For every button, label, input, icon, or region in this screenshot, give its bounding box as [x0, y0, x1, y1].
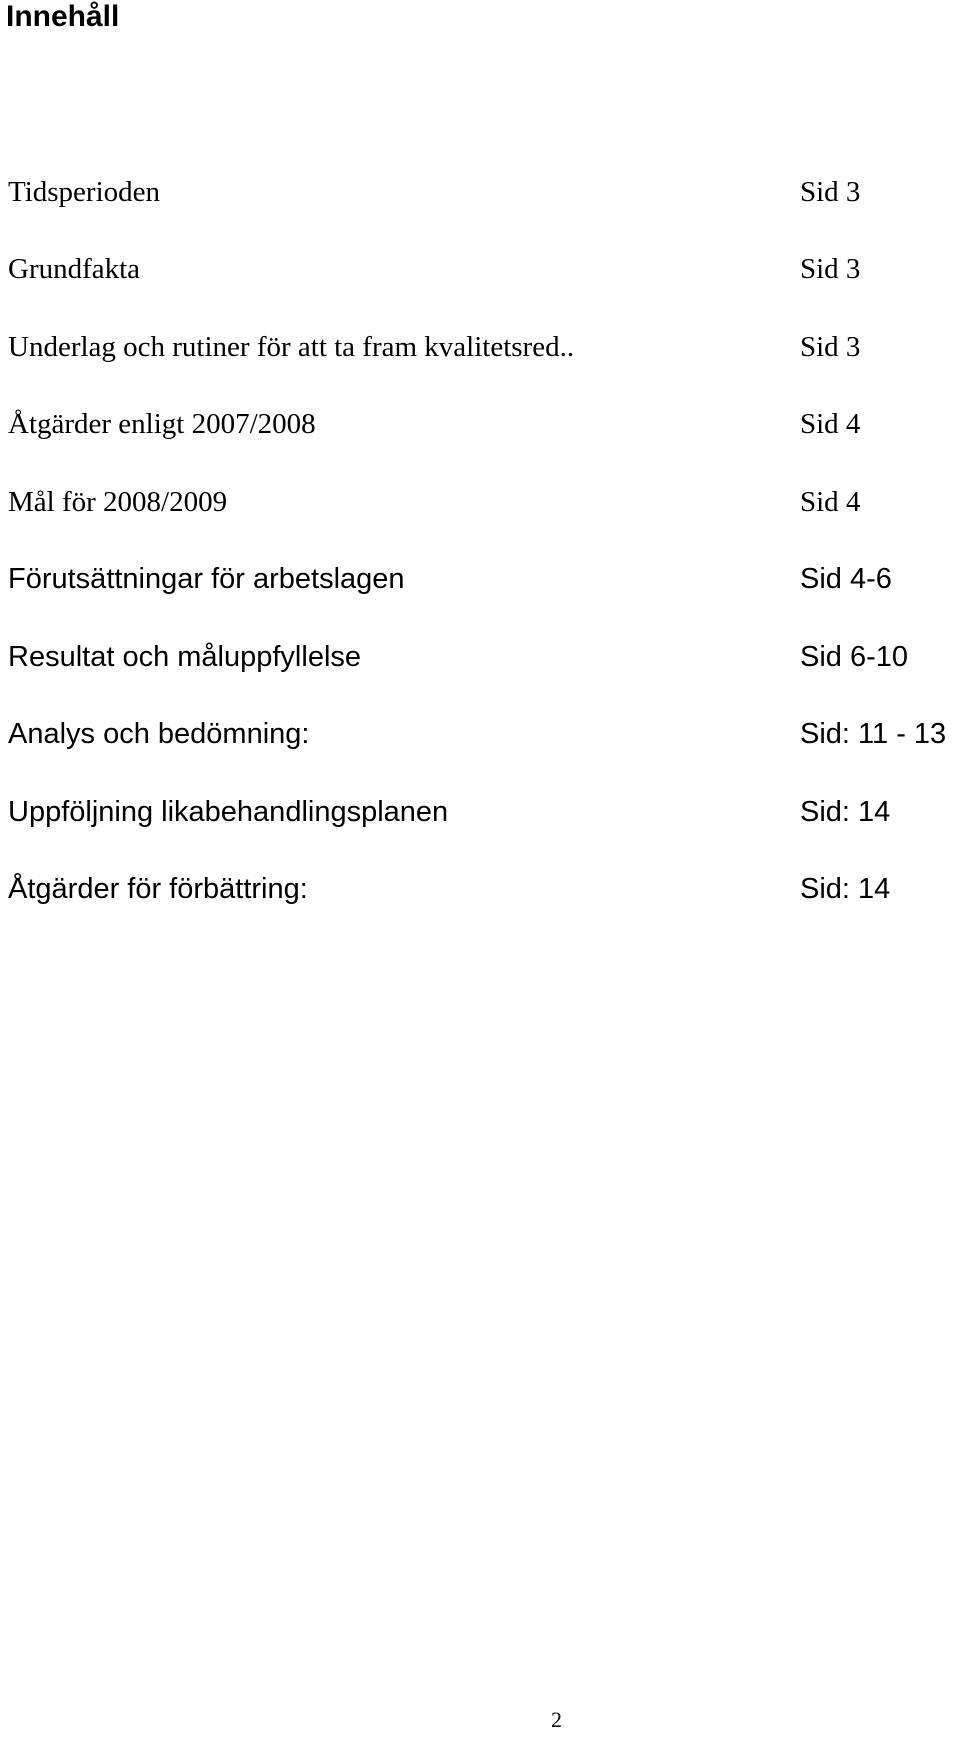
toc-entry-title: Analys och bedömning: [8, 718, 310, 750]
toc-entry-page: Sid 3 [800, 253, 861, 285]
toc-entry-grundfakta [0, 251, 960, 291]
page-number: 2 [551, 1707, 562, 1732]
toc-entry-analys [0, 716, 960, 756]
toc-entry-tidsperioden [0, 174, 960, 214]
toc-entry-title: Underlag och rutiner för att ta fram kvalitetsred.. [8, 331, 575, 363]
toc-entry-page: Sid 3 [800, 176, 861, 208]
toc-entry-forutsattningar [0, 561, 960, 601]
toc-entry-page: Sid 3 [800, 331, 861, 363]
toc-entry-page: Sid 4-6 [800, 563, 892, 595]
toc-entry-page: Sid 4 [800, 486, 861, 518]
toc-entry-page: Sid: 11 - 13 [800, 718, 947, 750]
toc-entry-title: Förutsättningar för arbetslagen [8, 563, 405, 595]
toc-entry-title: Grundfakta [8, 253, 141, 285]
toc-entry-title: Tidsperioden [8, 176, 160, 208]
toc-entry-atgarder-forbattring [0, 871, 960, 911]
toc-entry-uppfoljning [0, 794, 960, 834]
toc-entry-title: Åtgärder för förbättring: [8, 873, 308, 905]
toc-entry-title: Åtgärder enligt 2007/2008 [8, 408, 316, 440]
toc-entry-title: Resultat och måluppfyllelse [8, 641, 362, 673]
toc-entry-atgarder-2007 [0, 406, 960, 446]
toc-entry-page: Sid 4 [800, 408, 861, 440]
toc-entry-title: Uppföljning likabehandlingsplanen [8, 796, 449, 828]
page-heading: Innehåll [6, 0, 120, 33]
toc-entry-page: Sid: 14 [800, 873, 891, 905]
toc-entry-page: Sid: 14 [800, 796, 891, 828]
toc-entry-page: Sid 6-10 [800, 641, 909, 673]
toc-entry-mal [0, 484, 960, 524]
toc-entry-underlag [0, 329, 960, 369]
toc-entry-resultat [0, 639, 960, 679]
toc-entry-title: Mål för 2008/2009 [8, 486, 228, 518]
